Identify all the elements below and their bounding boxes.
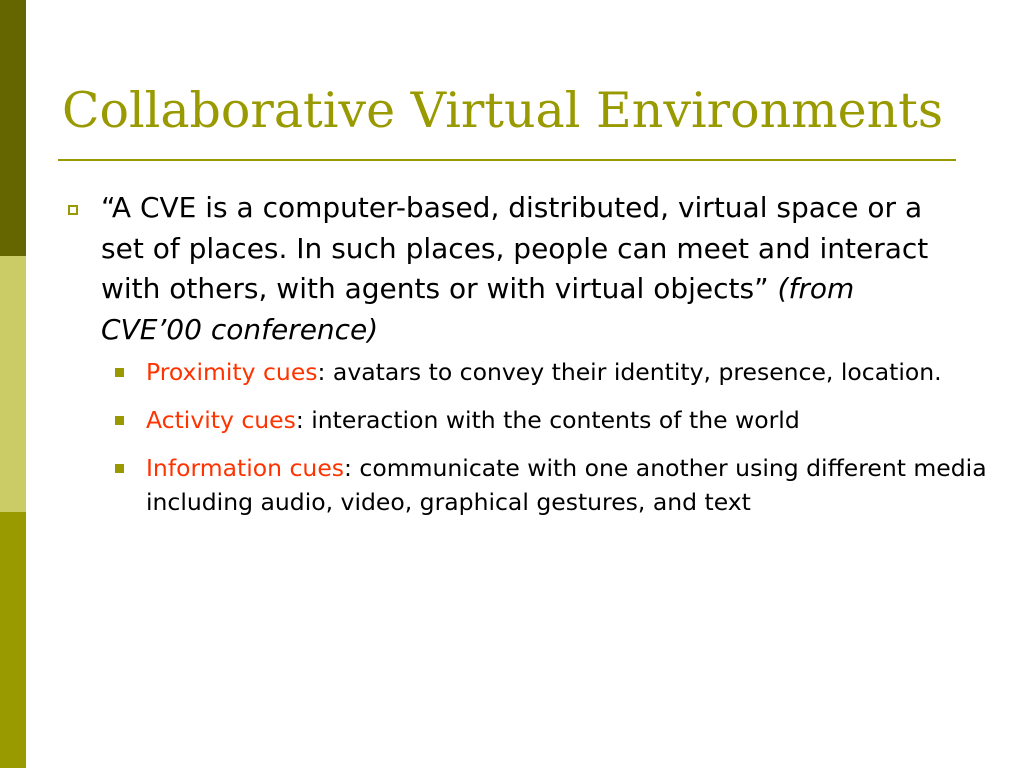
side-band-bottom	[0, 512, 26, 768]
cve-definition-quote: “A CVE is a computer-based, distributed, virtual space or a set of places. In such places, people can meet and interact with others, with agents or with virtual objects”	[101, 191, 929, 305]
square-bullet-icon	[115, 464, 124, 473]
main-bullet-text	[101, 188, 962, 350]
quote-source: (from CVE’00 conference)	[101, 272, 855, 346]
list-item	[108, 451, 988, 519]
sub-bullet-description: : interaction with the contents of the world	[295, 406, 800, 434]
title-divider	[58, 159, 956, 161]
sub-bullet-term: Activity cues	[146, 406, 296, 434]
side-band-top	[0, 0, 26, 256]
sub-bullet-text	[146, 355, 988, 389]
sub-bullet-description: : communicate with one another using different media including audio, video, graphical gestures, and text	[146, 454, 987, 516]
sub-bullet-text	[146, 403, 988, 437]
list-item	[108, 403, 988, 437]
slide-title: Collaborative Virtual Environments	[62, 82, 944, 139]
sub-bullet-text	[146, 451, 988, 519]
square-bullet-icon	[115, 368, 124, 377]
side-band-middle	[0, 256, 26, 512]
sub-bullet-list	[108, 355, 988, 533]
hollow-square-bullet-icon	[68, 205, 78, 215]
list-item	[108, 355, 988, 389]
sub-bullet-term: Proximity cues	[146, 358, 318, 386]
main-bullet	[62, 188, 962, 350]
square-bullet-icon	[115, 416, 124, 425]
sub-bullet-description: : avatars to convey their identity, presence, location.	[317, 358, 942, 386]
sub-bullet-term: Information cues	[146, 454, 345, 482]
